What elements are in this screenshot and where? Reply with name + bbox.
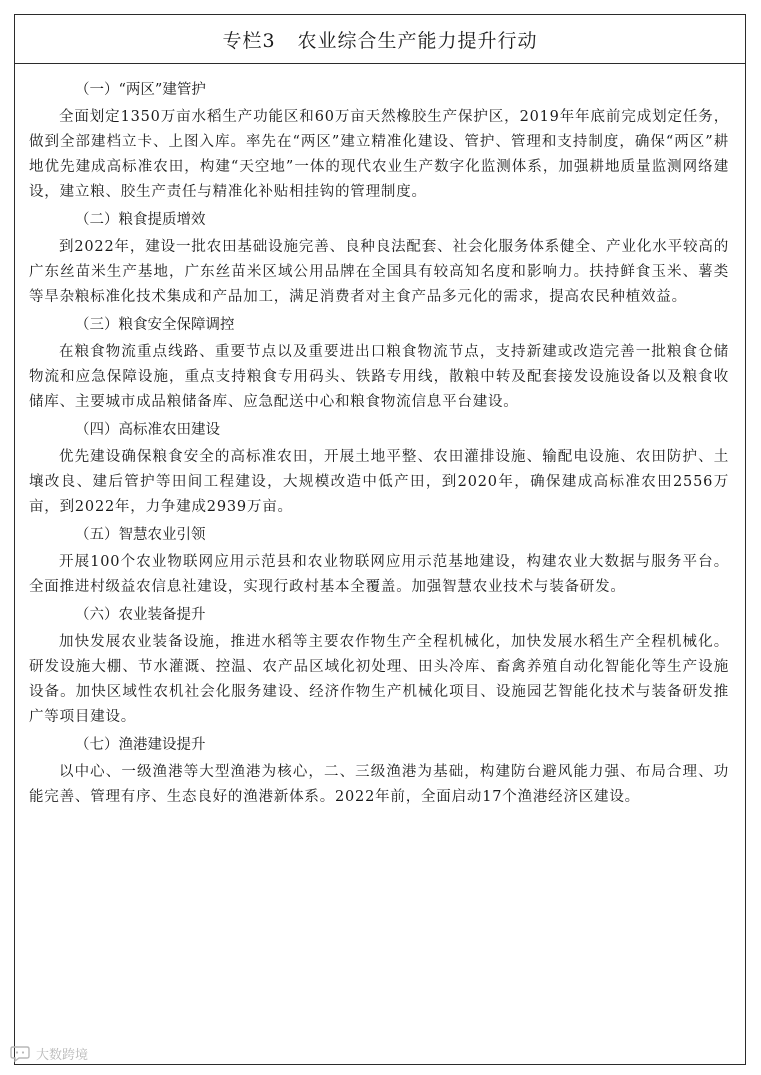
section-1 <box>29 75 731 205</box>
column-title: 农业综合生产能力提升行动 <box>297 29 538 52</box>
section-heading: （二）粮食提质增效 <box>75 212 206 228</box>
section-body: 在粮食物流重点线路、重要节点以及重要进出口粮食物流节点，支持新建或改造完善一批粮食仓储物流和应急保障设施，重点支持粮食专用码头、铁路专用线，散粮中转及配套接发设施设备以及粮食收储库、主要城市成品粮储备库、应急配送中心和粮食物流信息平台建设。 <box>29 344 729 410</box>
column-title-bar <box>15 15 745 64</box>
section-heading: （一）“两区”建管护 <box>75 82 206 98</box>
section-heading: （六）农业装备提升 <box>75 607 206 623</box>
section-body: 加快发展农业装备设施，推进水稻等主要农作物生产全程机械化，加快发展水稻生产全程机械化。研发设施大棚、节水灌溉、控温、农产品区域化初处理、田头冷库、畜禽养殖自动化智能化等生产设施设备。加快区域性农机社会化服务建设、经济作物生产机械化项目、设施园艺智能化技术与装备研发推广等项目建设。 <box>29 634 729 725</box>
chat-bubble-icon <box>10 1045 30 1063</box>
section-body: 到2022年，建设一批农田基础设施完善、良种良法配套、社会化服务体系健全、产业化水平较高的广东丝苗米生产基地，广东丝苗米区域公用品牌在全国具有较高知名度和影响力。扶持鲜食玉米、薯类等旱杂粮标准化技术集成和产品加工，满足消费者对主食产品多元化的需求，提高农民种植效益。 <box>29 239 729 305</box>
section-body: 以中心、一级渔港等大型渔港为核心，二、三级渔港为基础，构建防台避风能力强、布局合理、功能完善、管理有序、生态良好的渔港新体系。2022年前，全面启动17个渔港经济区建设。 <box>29 764 729 805</box>
section-7 <box>29 730 731 810</box>
section-heading: （七）渔港建设提升 <box>75 737 206 753</box>
column-label: 专栏3 <box>222 29 276 52</box>
section-body: 全面划定1350万亩水稻生产功能区和60万亩天然橡胶生产保护区，2019年年底前完成划定任务，做到全部建档立卡、上图入库。率先在“两区”建立精准化建设、管护、管理和支持制度，确保“两区”耕地优先建成高标准农田，构建“天空地”一体的现代农业生产数字化监测体系，加强耕地质量监测网络建设，建立粮、胶生产责任与精准化补贴相挂钩的管理制度。 <box>29 109 729 200</box>
section-body: 开展100个农业物联网应用示范县和农业物联网应用示范基地建设，构建农业大数据与服务平台。全面推进村级益农信息社建设，实现行政村基本全覆盖。加强智慧农业技术与装备研发。 <box>29 554 729 595</box>
watermark <box>10 1044 88 1063</box>
watermark-text: 大数跨境 <box>36 1048 89 1063</box>
section-body: 优先建设确保粮食安全的高标准农田，开展土地平整、农田灌排设施、输配电设施、农田防护、土壤改良、建后管护等田间工程建设，大规模改造中低产田，到2020年，确保建成高标准农田2556万亩，到2022年，力争建成2939万亩。 <box>29 449 729 515</box>
section-2 <box>29 205 731 310</box>
section-5 <box>29 520 731 600</box>
section-heading: （三）粮食安全保障调控 <box>75 317 235 333</box>
section-heading: （四）高标准农田建设 <box>75 422 220 438</box>
column-box <box>14 14 746 1065</box>
section-3 <box>29 310 731 415</box>
column-content <box>15 64 745 810</box>
section-6 <box>29 600 731 730</box>
section-heading: （五）智慧农业引领 <box>75 527 206 543</box>
section-4 <box>29 415 731 520</box>
